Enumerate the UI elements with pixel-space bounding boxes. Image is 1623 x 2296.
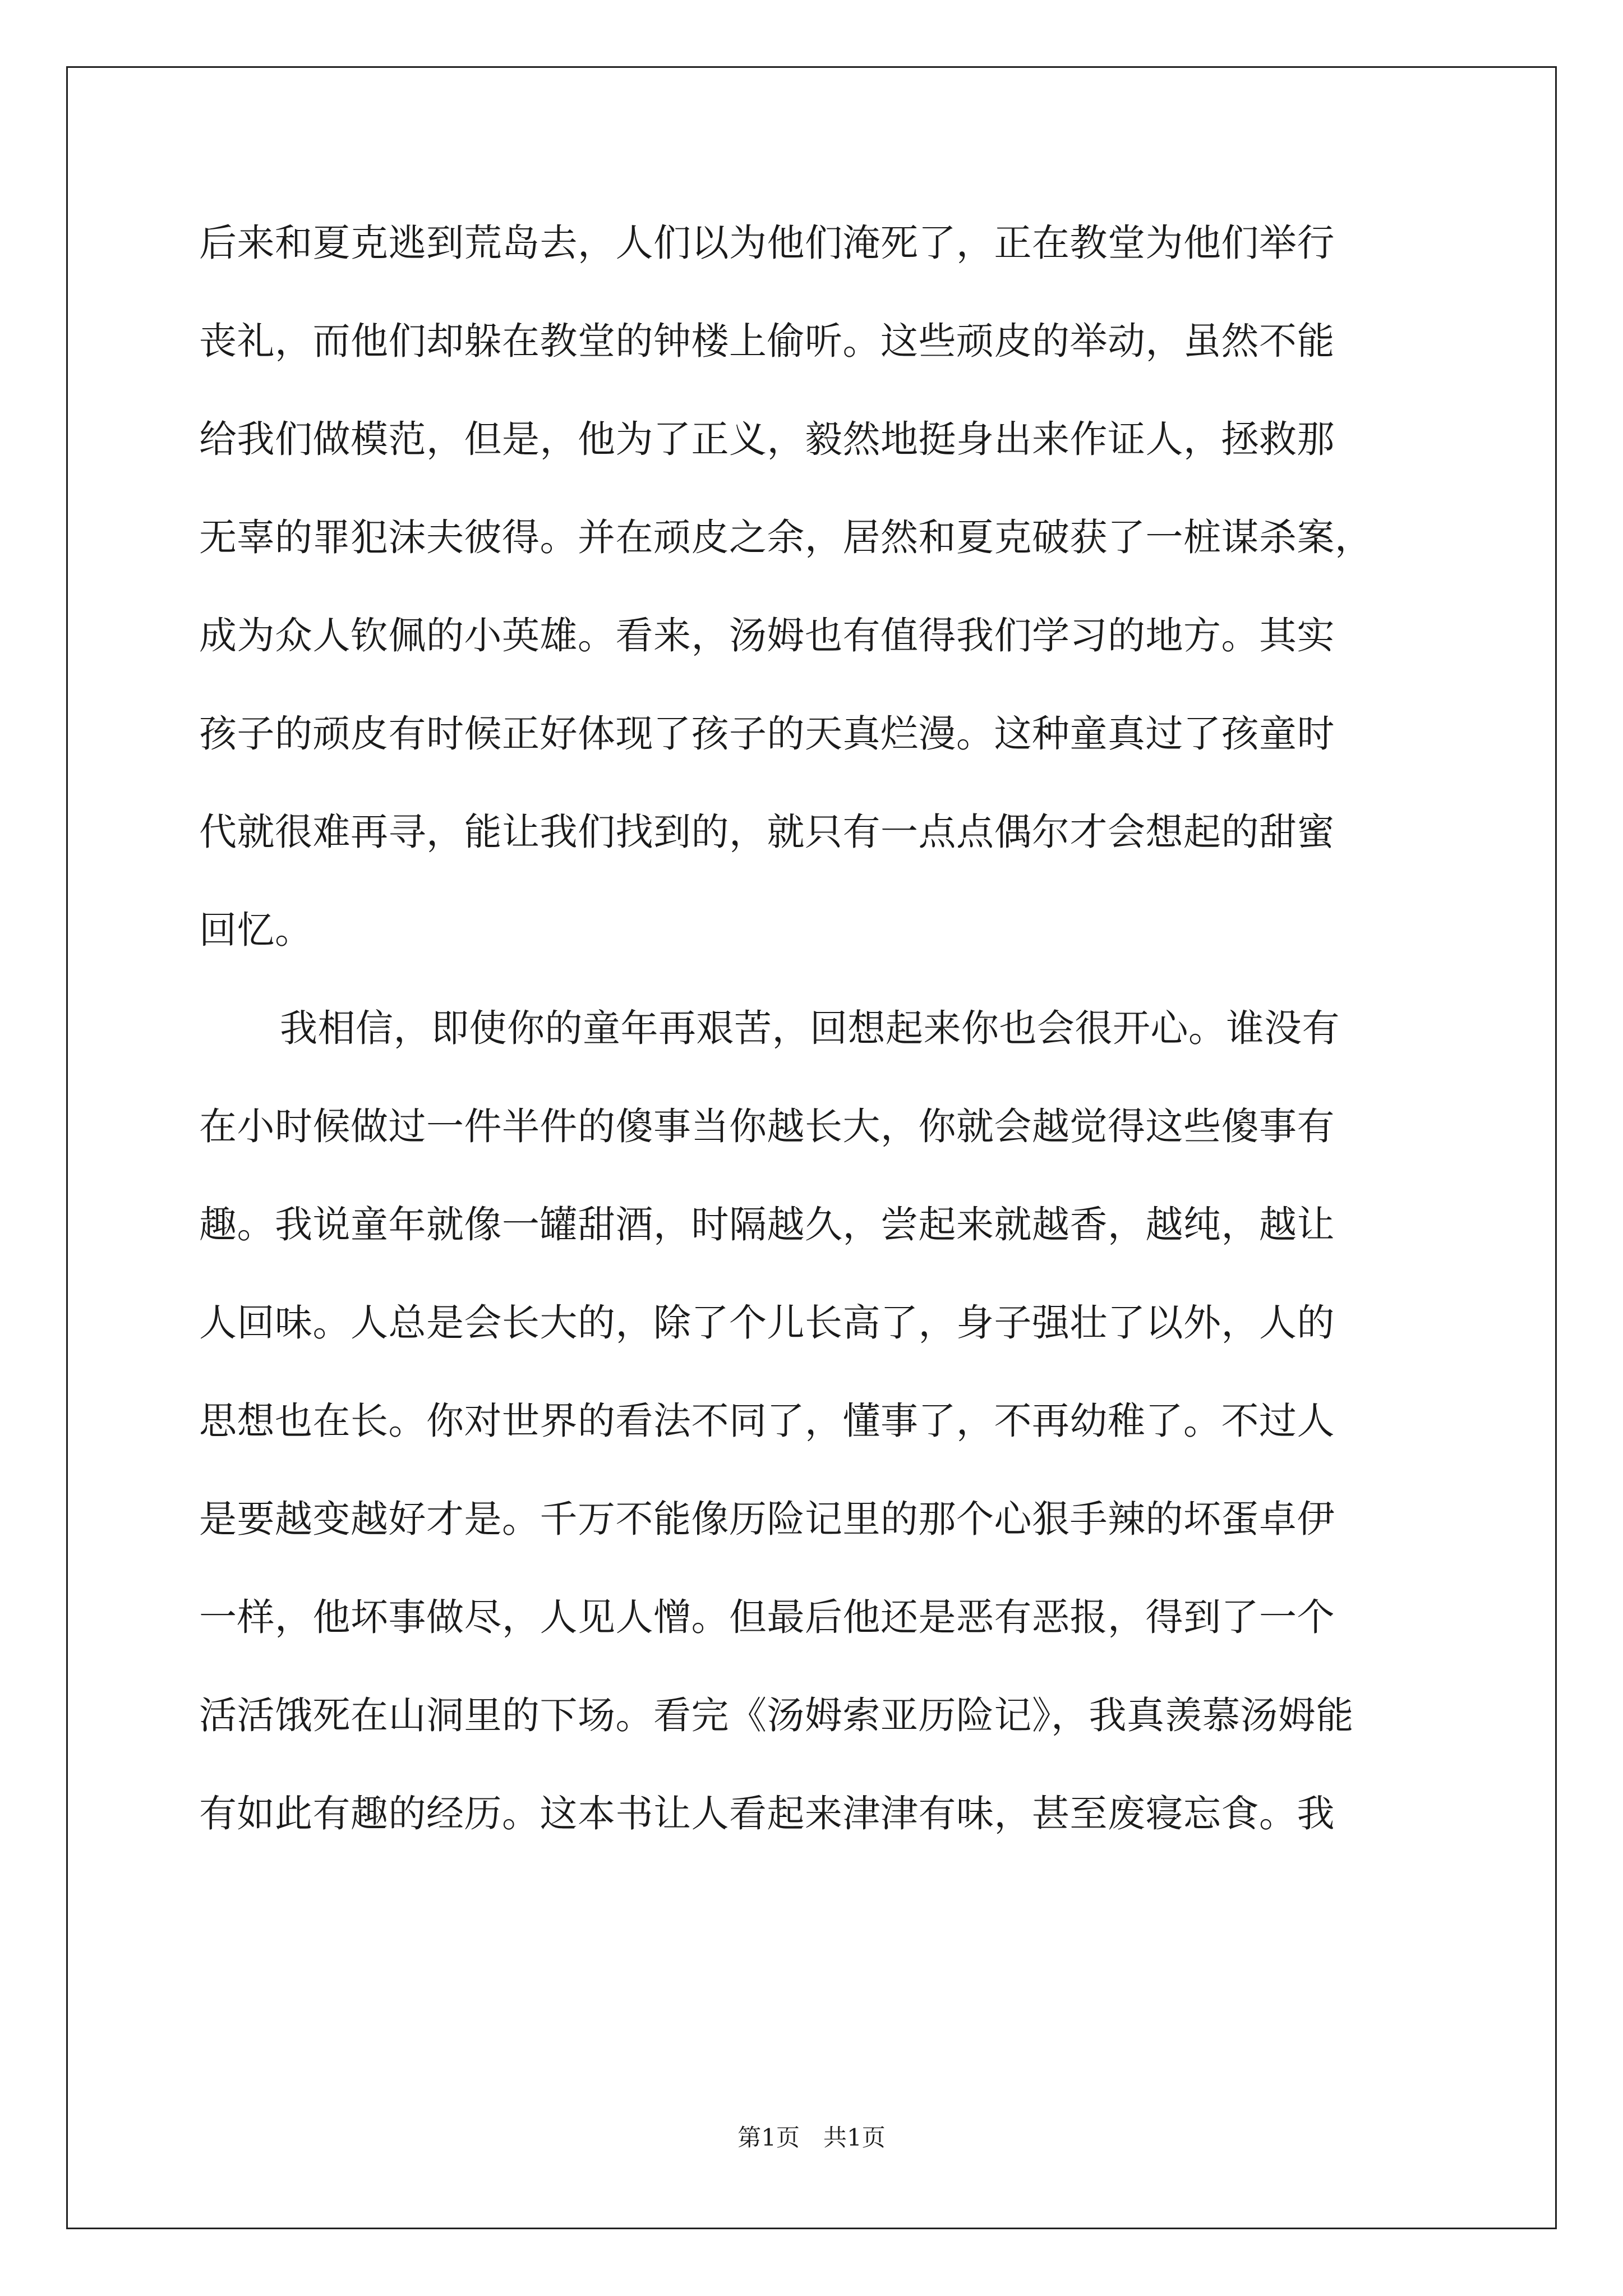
page-number-footer: 第1页 共1页 bbox=[737, 2124, 886, 2151]
text-line: 给我们做模范，但是，他为了正义，毅然地挺身出来作证人，拯救那 bbox=[199, 417, 1335, 461]
text-line: 孩子的顽皮有时候正好体现了孩子的天真烂漫。这种童真过了孩童时 bbox=[199, 712, 1335, 756]
text-line: 丧礼，而他们却躲在教堂的钟楼上偷听。这些顽皮的举动，虽然不能 bbox=[199, 319, 1335, 363]
text-line: 活活饿死在山洞里的下场。看完《汤姆索亚历险记》，我真羡慕汤姆能 bbox=[199, 1694, 1354, 1737]
text-line: 回忆。 bbox=[199, 908, 313, 952]
text-line: 无辜的罪犯沫夫彼得。并在顽皮之余，居然和夏克破获了一桩谋杀案， bbox=[199, 516, 1373, 559]
text-line: 代就很难再寻，能让我们找到的，就只有一点点偶尔才会想起的甜蜜 bbox=[199, 810, 1335, 854]
text-line: 是要越变越好才是。千万不能像历险记里的那个心狠手辣的坏蛋卓伊 bbox=[199, 1497, 1335, 1541]
text-line: 在小时候做过一件半件的傻事当你越长大，你就会越觉得这些傻事有 bbox=[199, 1105, 1335, 1148]
paragraph-start-line: 我相信，即使你的童年再艰苦，回想起来你也会很开心。谁没有 bbox=[280, 1006, 1340, 1050]
text-line: 思想也在长。你对世界的看法不同了，懂事了，不再幼稚了。不过人 bbox=[199, 1399, 1335, 1443]
document-body bbox=[199, 218, 1427, 1887]
text-line: 有如此有趣的经历。这本书让人看起来津津有味，甚至废寝忘食。我 bbox=[199, 1792, 1335, 1835]
text-line: 一样，他坏事做尽，人见人憎。但最后他还是恶有恶报，得到了一个 bbox=[199, 1595, 1335, 1639]
text-line: 人回味。人总是会长大的，除了个儿长高了，身子强壮了以外，人的 bbox=[199, 1301, 1335, 1345]
text-line: 成为众人钦佩的小英雄。看来，汤姆也有值得我们学习的地方。其实 bbox=[199, 614, 1335, 657]
text-line: 后来和夏克逃到荒岛去，人们以为他们淹死了，正在教堂为他们举行 bbox=[199, 221, 1335, 265]
text-line: 趣。我说童年就像一罐甜酒，时隔越久，尝起来就越香，越纯，越让 bbox=[199, 1203, 1335, 1246]
